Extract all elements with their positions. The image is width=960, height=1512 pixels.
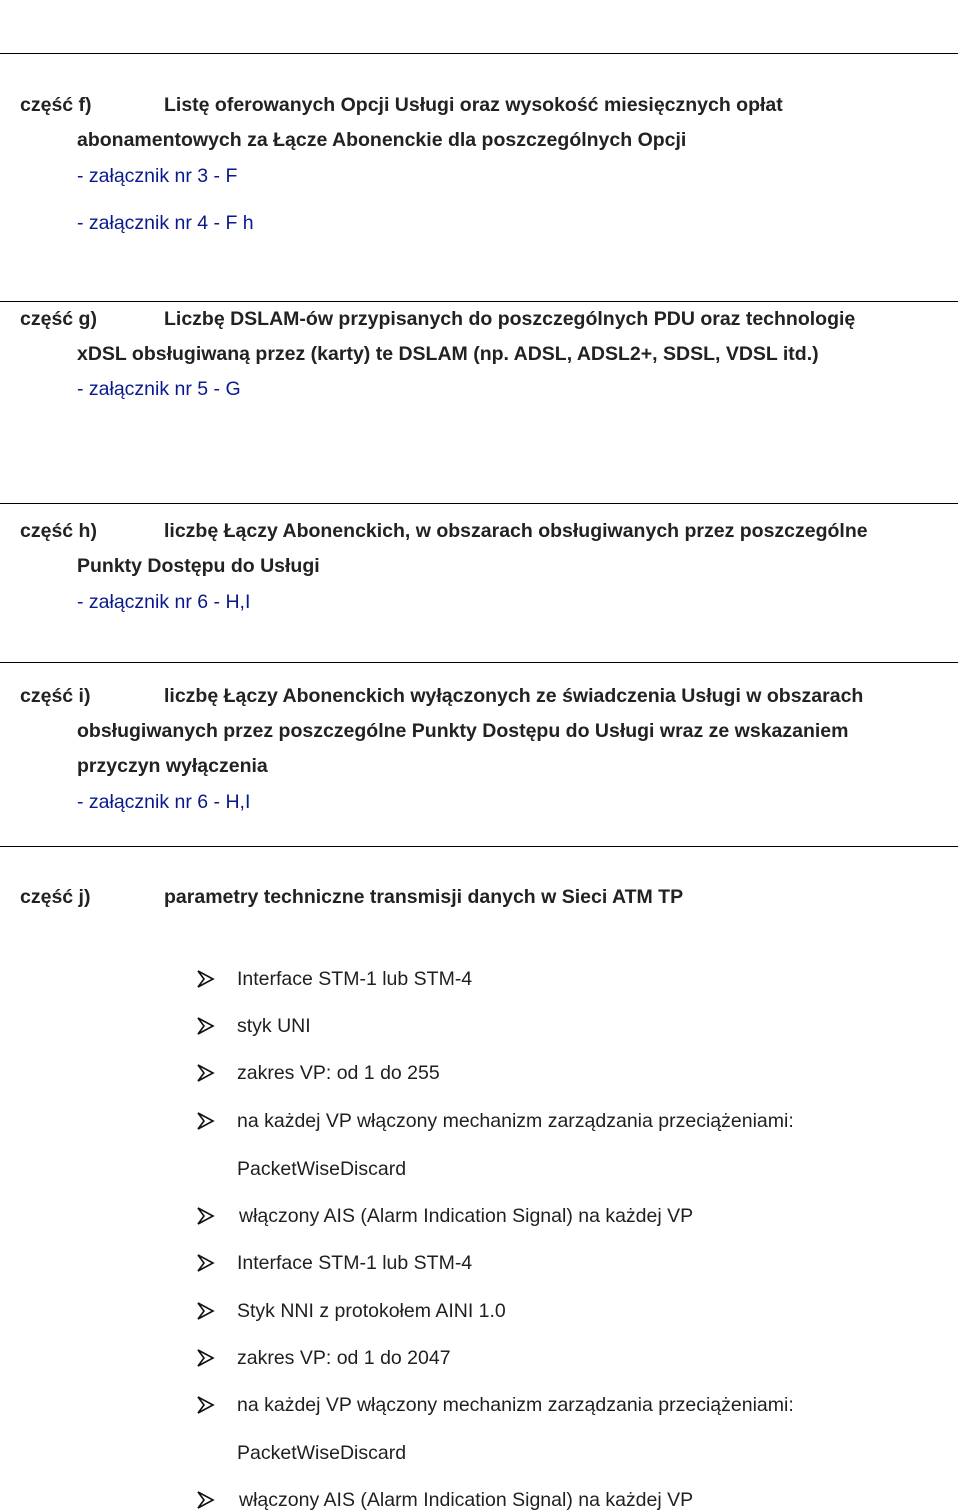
attachment-reference: - załącznik nr 4 - F h bbox=[77, 212, 254, 234]
section-title-line: Liczbę DSLAM-ów przypisanych do poszczególnych PDU oraz technologię bbox=[164, 308, 856, 330]
arrowhead-bullet-icon bbox=[196, 1252, 216, 1274]
section-title-line: abonamentowych za Łącze Abonenckie dla poszczególnych Opcji bbox=[77, 129, 687, 151]
section-title-line: xDSL obsługiwaną przez (karty) te DSLAM (np. ADSL, ADSL2+, SDSL, VDSL itd.) bbox=[77, 343, 819, 365]
list-item-text: na każdej VP włączony mechanizm zarządzania przeciążeniami: bbox=[237, 1110, 794, 1132]
section-title-line: obsługiwanych przez poszczególne Punkty Dostępu do Usługi wraz ze wskazaniem bbox=[77, 720, 849, 742]
section-divider bbox=[0, 662, 958, 663]
section-divider bbox=[0, 846, 958, 847]
section-label: część h) bbox=[20, 520, 97, 542]
attachment-reference: - załącznik nr 6 - H,I bbox=[77, 591, 251, 613]
arrowhead-bullet-icon bbox=[196, 1347, 216, 1369]
section-label: część i) bbox=[20, 685, 91, 707]
section-label: część j) bbox=[20, 886, 91, 908]
arrowhead-bullet-icon bbox=[196, 1062, 216, 1084]
list-item-text-continuation: PacketWiseDiscard bbox=[237, 1158, 407, 1180]
section-divider bbox=[0, 53, 958, 54]
list-item-text: Interface STM-1 lub STM-4 bbox=[237, 1252, 473, 1274]
arrowhead-bullet-icon bbox=[196, 1394, 216, 1416]
section-label: część f) bbox=[20, 94, 92, 116]
attachment-reference: - załącznik nr 3 - F bbox=[77, 165, 238, 187]
arrowhead-bullet-icon bbox=[196, 968, 216, 990]
arrowhead-bullet-icon bbox=[196, 1110, 216, 1132]
section-title-line: Punkty Dostępu do Usługi bbox=[77, 555, 320, 577]
list-item-text: włączony AIS (Alarm Indication Signal) na każdej VP bbox=[239, 1489, 694, 1511]
section-title-line: Listę oferowanych Opcji Usługi oraz wysokość miesięcznych opłat bbox=[164, 94, 783, 116]
section-divider bbox=[0, 503, 958, 504]
list-item-text: Interface STM-1 lub STM-4 bbox=[237, 968, 473, 990]
list-item-text: zakres VP: od 1 do 255 bbox=[237, 1062, 440, 1084]
section-title-line: liczbę Łączy Abonenckich wyłączonych ze świadczenia Usługi w obszarach bbox=[164, 685, 864, 707]
arrowhead-bullet-icon bbox=[196, 1300, 216, 1322]
section-title-line: liczbę Łączy Abonenckich, w obszarach obsługiwanych przez poszczególne bbox=[164, 520, 868, 542]
section-title-line: przyczyn wyłączenia bbox=[77, 755, 268, 777]
list-item-text: zakres VP: od 1 do 2047 bbox=[237, 1347, 451, 1369]
list-item-text: Styk NNI z protokołem AINI 1.0 bbox=[237, 1300, 506, 1322]
arrowhead-bullet-icon bbox=[196, 1489, 216, 1511]
section-title-line: parametry techniczne transmisji danych w Sieci ATM TP bbox=[164, 886, 684, 908]
arrowhead-bullet-icon bbox=[196, 1015, 216, 1037]
attachment-reference: - załącznik nr 5 - G bbox=[77, 378, 241, 400]
section-label: część g) bbox=[20, 308, 97, 330]
section-divider bbox=[0, 301, 958, 302]
attachment-reference: - załącznik nr 6 - H,I bbox=[77, 791, 251, 813]
list-item-text-continuation: PacketWiseDiscard bbox=[237, 1442, 407, 1464]
list-item-text: włączony AIS (Alarm Indication Signal) na każdej VP bbox=[239, 1205, 694, 1227]
list-item-text: na każdej VP włączony mechanizm zarządzania przeciążeniami: bbox=[237, 1394, 794, 1416]
arrowhead-bullet-icon bbox=[196, 1205, 216, 1227]
list-item-text: styk UNI bbox=[237, 1015, 311, 1037]
